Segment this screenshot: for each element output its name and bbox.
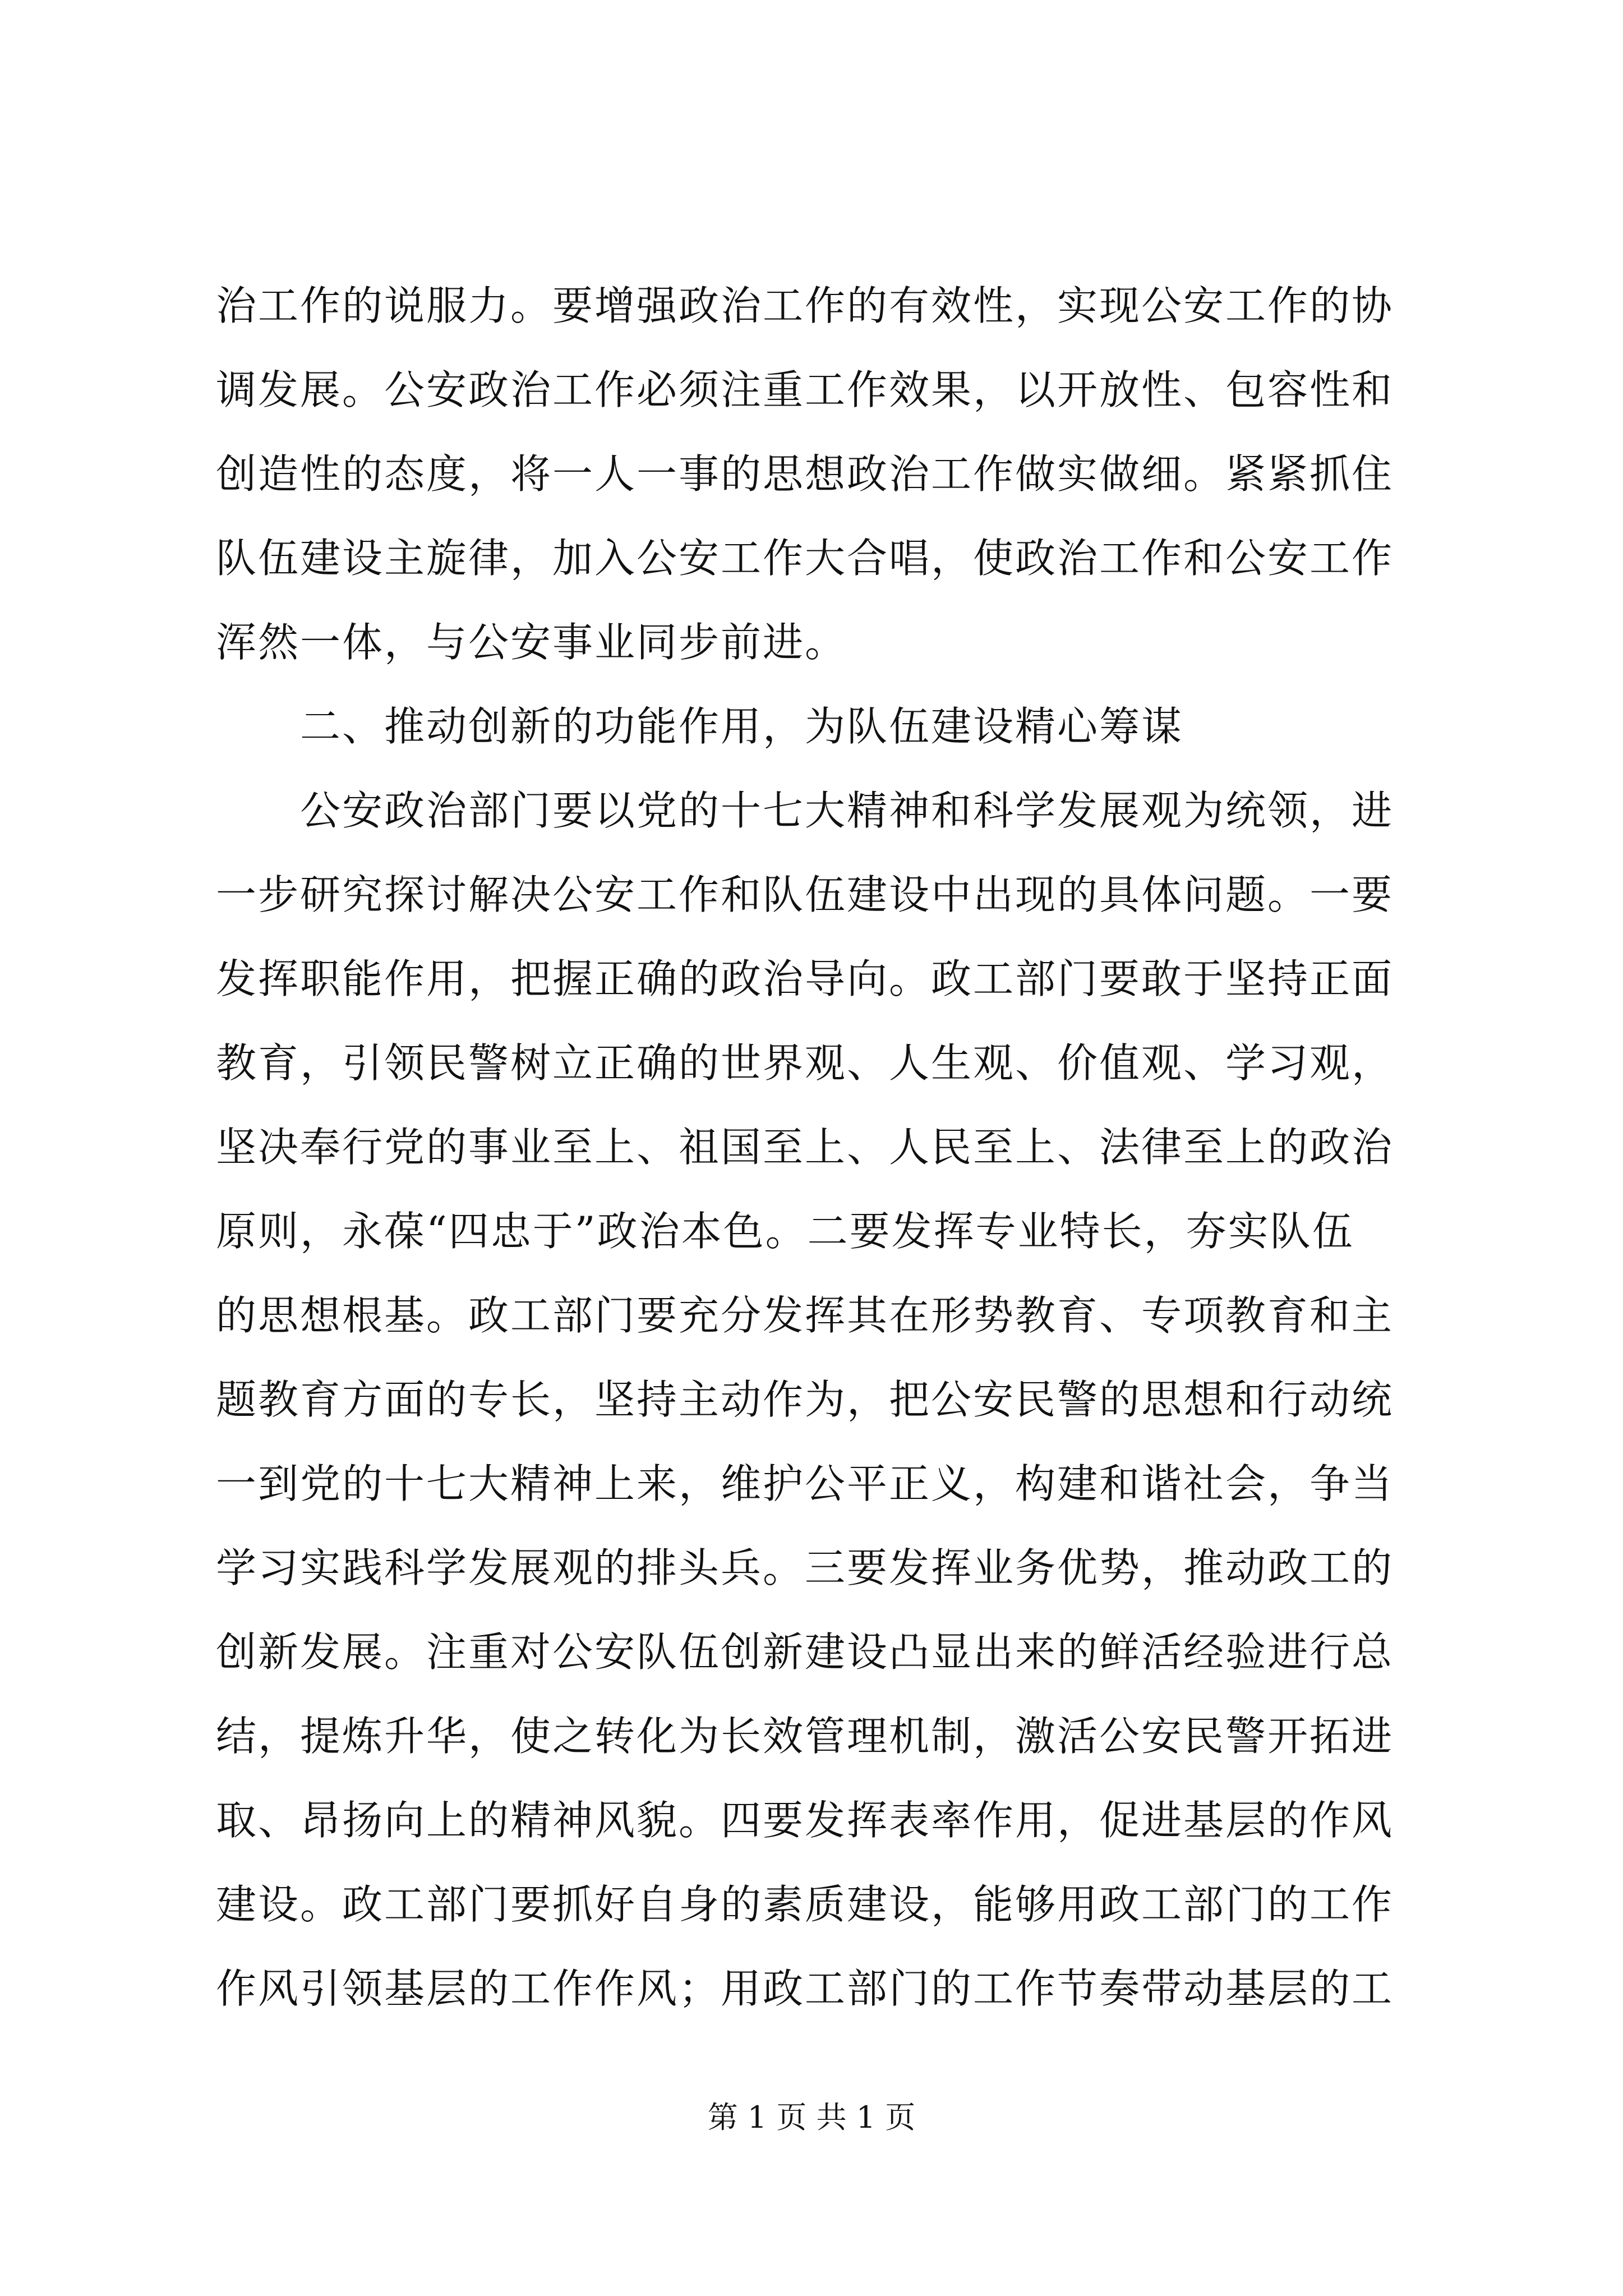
text-line: 的思想根基。政工部门要充分发挥其在形势教育、专项教育和主 [216, 1292, 1394, 1339]
text-line: 结，提炼升华，使之转化为长效管理机制，激活公安民警开拓进 [216, 1713, 1394, 1760]
section-heading: 二、推动创新的功能作用，为队伍建设精心筹谋 [300, 703, 1184, 750]
document-body [216, 264, 1438, 2031]
text-line: 发挥职能作用，把握正确的政治导向。政工部门要敢于坚持正面 [216, 955, 1394, 1002]
text-line: 创造性的态度，将一人一事的思想政治工作做实做细。紧紧抓住 [216, 450, 1394, 498]
text-line: 学习实践科学发展观的排头兵。三要发挥业务优势，推动政工的 [216, 1544, 1394, 1591]
text-line: 公安政治部门要以党的十七大精神和科学发展观为统领，进 [216, 787, 1394, 834]
text-line: 取、昂扬向上的精神风貌。四要发挥表率作用，促进基层的作风 [216, 1797, 1394, 1844]
text-line: 作风引领基层的工作作风；用政工部门的工作节奏带动基层的工 [216, 1965, 1394, 2012]
text-line: 题教育方面的专长，坚持主动作为，把公安民警的思想和行动统 [216, 1376, 1394, 1423]
text-line: 治工作的说服力。要增强政治工作的有效性，实现公安工作的协 [216, 282, 1394, 329]
text-line: 调发展。公安政治工作必须注重工作效果，以开放性、包容性和 [216, 366, 1394, 413]
text-line: 教育，引领民警树立正确的世界观、人生观、价值观、学习观， [216, 1039, 1394, 1087]
text-line: 坚决奉行党的事业至上、祖国至上、人民至上、法律至上的政治 [216, 1124, 1394, 1171]
text-line: 一步研究探讨解决公安工作和队伍建设中出现的具体问题。一要 [216, 871, 1394, 918]
text-line: 原则，永葆“四忠于”政治本色。二要发挥专业特长，夯实队伍 [216, 1208, 1354, 1255]
text-line: 一到党的十七大精神上来，维护公平正义，构建和谐社会，争当 [216, 1460, 1394, 1507]
text-line: 队伍建设主旋律，加入公安工作大合唱，使政治工作和公安工作 [216, 535, 1394, 582]
text-line: 创新发展。注重对公安队伍创新建设凸显出来的鲜活经验进行总 [216, 1628, 1394, 1676]
page-footer: 第 1 页 共 1 页 [707, 2100, 916, 2135]
text-line: 浑然一体，与公安事业同步前进。 [216, 619, 847, 666]
text-line: 建设。政工部门要抓好自身的素质建设，能够用政工部门的工作 [216, 1881, 1394, 1928]
